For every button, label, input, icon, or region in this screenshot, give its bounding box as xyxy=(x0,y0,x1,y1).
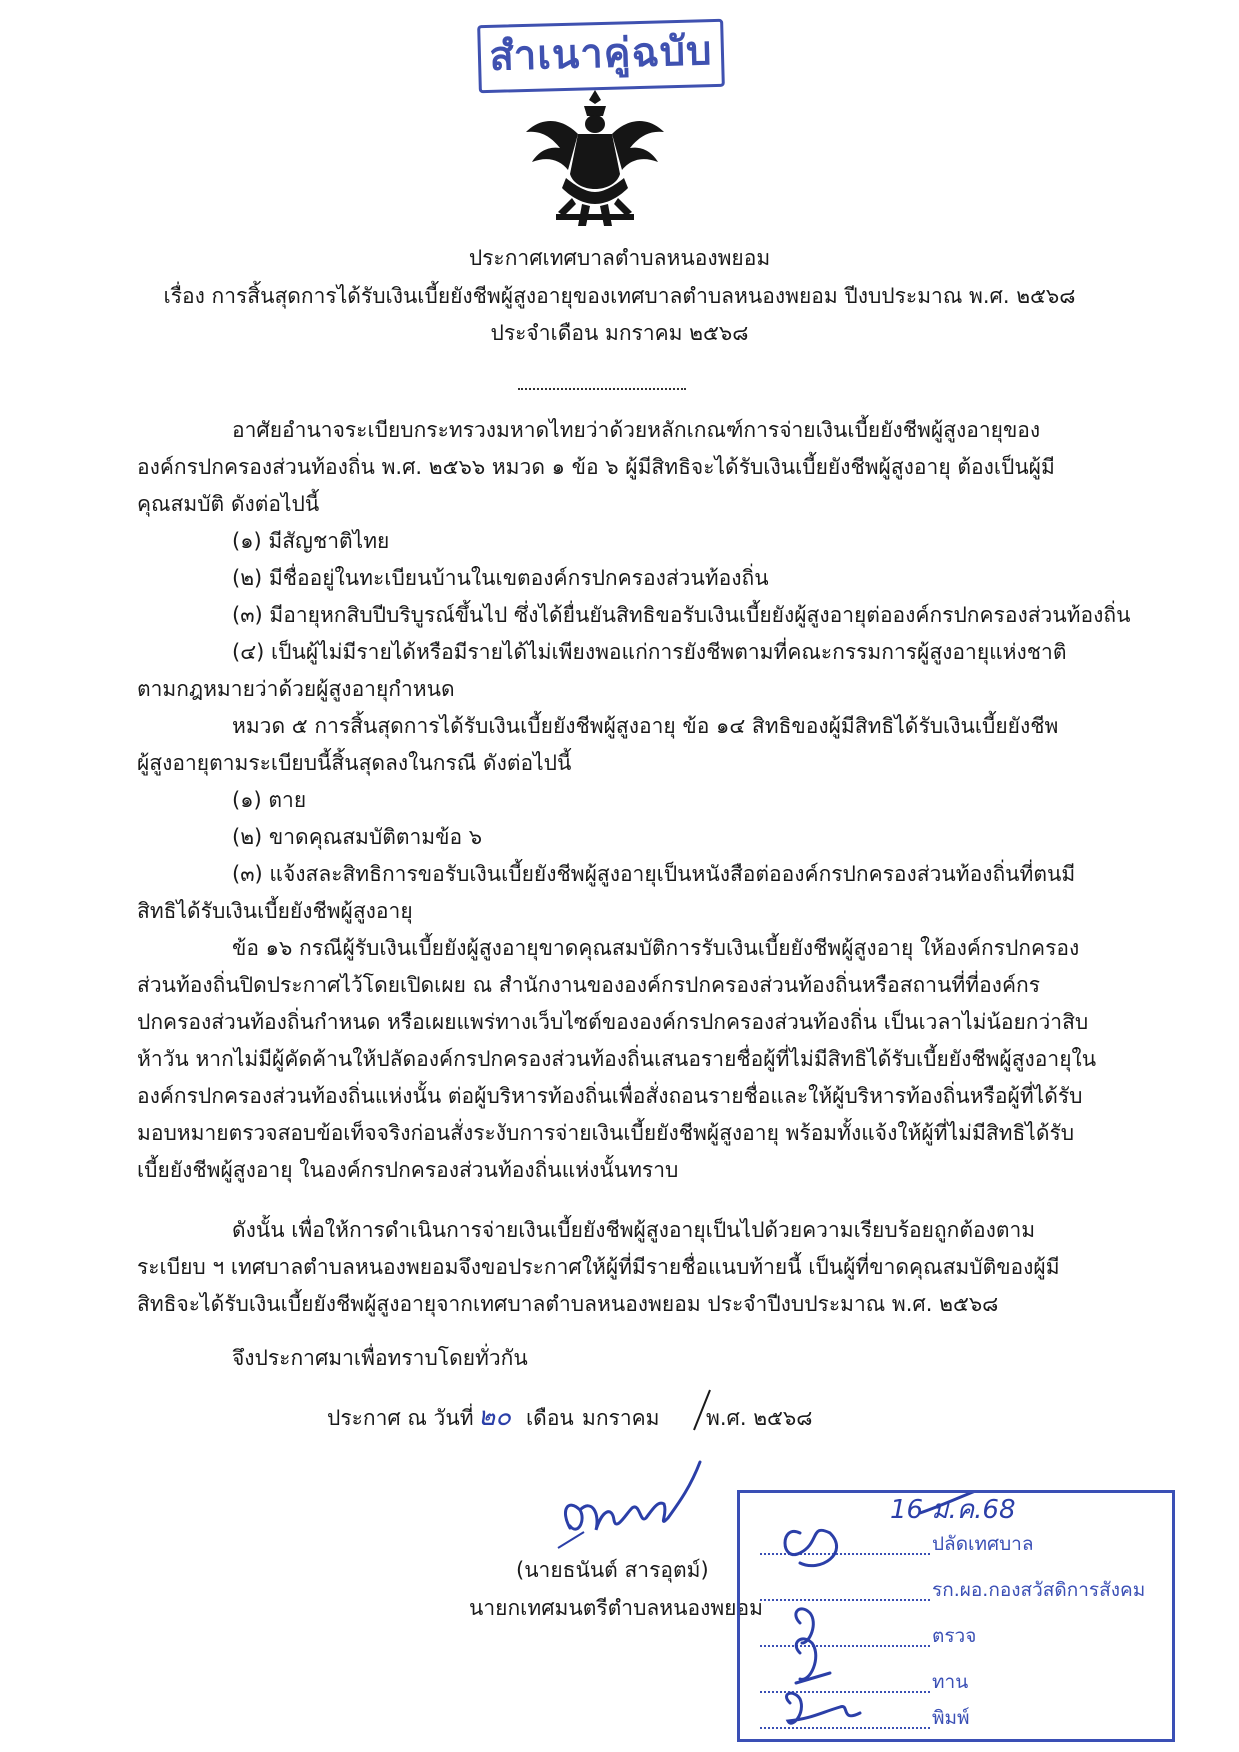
body-line: (๑) ตาย xyxy=(232,788,307,812)
body-line: หมวด ๕ การสิ้นสุดการได้รับเงินเบี้ยยังชีพผู้สูงอายุ ข้อ ๑๔ สิทธิของผู้มีสิทธิได้รับเงินเบี้ยยังชีพ xyxy=(232,714,1059,738)
body-line: ข้อ ๑๖ กรณีผู้รับเงินเบี้ยยังผู้สูงอายุขาดคุณสมบัติการรับเงินเบี้ยยังชีพผู้สูงอายุ ให้องค์กรปกครอง xyxy=(232,936,1080,960)
announcement-subject: เรื่อง การสิ้นสุดการได้รับเงินเบี้ยยังชีพผู้สูงอายุของเทศบาลตำบลหนองพยอม ปีงบประมาณ พ.ศ. ๒๕๖๘ xyxy=(163,284,1076,308)
body-line: ผู้สูงอายุตามระเบียบนี้สิ้นสุดลงในกรณี ดังต่อไปนี้ xyxy=(137,751,572,775)
routing-label: ทาน xyxy=(932,1671,969,1693)
copy-stamp: สำเนาคู่ฉบับ xyxy=(477,19,725,93)
mayor-signature xyxy=(540,1440,730,1550)
body-line: ปกครองส่วนท้องถิ่นกำหนด หรือเผยแพร่ทางเว็บไซต์ขององค์กรปกครองส่วนท้องถิ่น เป็นเวลาไม่น้อยกว่าสิบ xyxy=(137,1010,1089,1034)
routing-stamp-box xyxy=(737,1490,1175,1742)
body-line: (๓) แจ้งสละสิทธิการขอรับเงินเบี้ยยังชีพผู้สูงอายุเป็นหนังสือต่อองค์กรปกครองส่วนท้องถิ่นที่ตนมี xyxy=(232,862,1076,886)
body-line: องค์กรปกครองส่วนท้องถิ่นแห่งนั้น ต่อผู้บริหารท้องถิ่นเพื่อสั่งถอนรายชื่อและให้ผู้บริหารท้องถิ่นหรือผู้ที่ได้รับ xyxy=(137,1084,1083,1108)
announcement-title: ประกาศเทศบาลตำบลหนองพยอม xyxy=(468,246,771,270)
body-line: มอบหมายตรวจสอบข้อเท็จจริงก่อนสั่งระงับการจ่ายเงินเบี้ยยังชีพผู้สูงอายุ พร้อมทั้งแจ้งให้ผู้ที่ไม่มีสิทธิได้รับ xyxy=(137,1121,1075,1145)
body-line: (๓) มีอายุหกสิบปีบริบูรณ์ขึ้นไป ซึ่งได้ยื่นยันสิทธิขอรับเงินเบี้ยยังผู้สูงอายุต่อองค์กรปกครองส่วนท้องถิ่น xyxy=(232,603,1131,627)
body-line: (๔) เป็นผู้ไม่มีรายได้หรือมีรายได้ไม่เพียงพอแก่การยังชีพตามที่คณะกรรมการผู้สูงอายุแห่งชาติ xyxy=(232,640,1067,664)
body-line: สิทธิได้รับเงินเบี้ยยังชีพผู้สูงอายุ xyxy=(137,899,413,923)
body-line: อาศัยอำนาจระเบียบกระทรวงมหาดไทยว่าด้วยหลักเกณฑ์การจ่ายเงินเบี้ยยังชีพผู้สูงอายุของ xyxy=(232,418,1041,442)
routing-initials xyxy=(740,1493,1172,1739)
body-line: (๑) มีสัญชาติไทย xyxy=(232,529,390,553)
body-line: ระเบียบ ฯ เทศบาลตำบลหนองพยอมจึงขอประกาศให้ผู้ที่มีรายชื่อแนบท้ายนี้ เป็นผู้ที่ขาดคุณสมบัติของผู้มี xyxy=(137,1255,1060,1279)
body-line: สิทธิจะได้รับเงินเบี้ยยังชีพผู้สูงอายุจากเทศบาลตำบลหนองพยอม ประจำปีงบประมาณ พ.ศ. ๒๕๖๘ xyxy=(137,1292,999,1316)
routing-label: พิมพ์ xyxy=(932,1707,970,1729)
body-line: จึงประกาศมาเพื่อทราบโดยทั่วกัน xyxy=(232,1346,528,1370)
body-line: ดังนั้น เพื่อให้การดำเนินการจ่ายเงินเบี้ยยังชีพผู้สูงอายุเป็นไปด้วยความเรียบร้อยถูกต้องตาม xyxy=(232,1218,1036,1242)
body-line: คุณสมบัติ ดังต่อไปนี้ xyxy=(137,492,320,516)
announcement-month: ประจำเดือน มกราคม ๒๕๖๘ xyxy=(490,321,749,345)
body-line: (๒) มีชื่ออยู่ในทะเบียนบ้านในเขตองค์กรปกครองส่วนท้องถิ่น xyxy=(232,566,769,590)
garuda-emblem-icon xyxy=(520,86,670,236)
signatory-position: นายกเทศมนตรีตำบลหนองพยอม xyxy=(469,1596,763,1620)
date-day: ๒๐ xyxy=(478,1402,512,1432)
signatory-name: (นายธนันต์ สารอุตม์) xyxy=(516,1558,709,1582)
body-line: (๒) ขาดคุณสมบัติตามข้อ ๖ xyxy=(232,825,483,849)
title-divider xyxy=(518,388,686,390)
routing-label: ปลัดเทศบาล xyxy=(932,1533,1034,1555)
date-month-label: เดือน xyxy=(526,1406,574,1430)
routing-handwritten-date: 16 ม.ค.68 xyxy=(890,1495,1016,1525)
body-line: ตามกฎหมายว่าด้วยผู้สูงอายุกำหนด xyxy=(137,677,455,701)
body-line: องค์กรปกครองส่วนท้องถิ่น พ.ศ. ๒๕๖๖ หมวด ๑ ข้อ ๖ ผู้มีสิทธิจะได้รับเงินเบี้ยยังชีพผู้สูงอายุ ต้องเป็นผู้มี xyxy=(137,455,1055,479)
body-line: ห้าวัน หากไม่มีผู้คัดค้านให้ปลัดองค์กรปกครองส่วนท้องถิ่นเสนอรายชื่อผู้ที่ไม่มีสิทธิได้รับเบี้ยยังชีพผู้สูงอายุใน xyxy=(137,1047,1097,1071)
body-line: ส่วนท้องถิ่นปิดประกาศไว้โดยเปิดเผย ณ สำนักงานขององค์กรปกครองส่วนท้องถิ่นหรือสถานที่ที่องค์กร xyxy=(137,973,1040,997)
date-prefix: ประกาศ ณ วันที่ xyxy=(327,1406,474,1430)
date-slash-mark xyxy=(690,1388,714,1432)
body-line: เบี้ยยังชีพผู้สูงอายุ ในองค์กรปกครองส่วนท้องถิ่นแห่งนั้นทราบ xyxy=(137,1158,679,1182)
date-year: พ.ศ. ๒๕๖๘ xyxy=(706,1406,813,1430)
routing-label: รก.ผอ.กองสวัสดิการสังคม xyxy=(932,1579,1146,1601)
routing-label: ตรวจ xyxy=(932,1625,977,1647)
date-month: มกราคม xyxy=(582,1406,660,1430)
